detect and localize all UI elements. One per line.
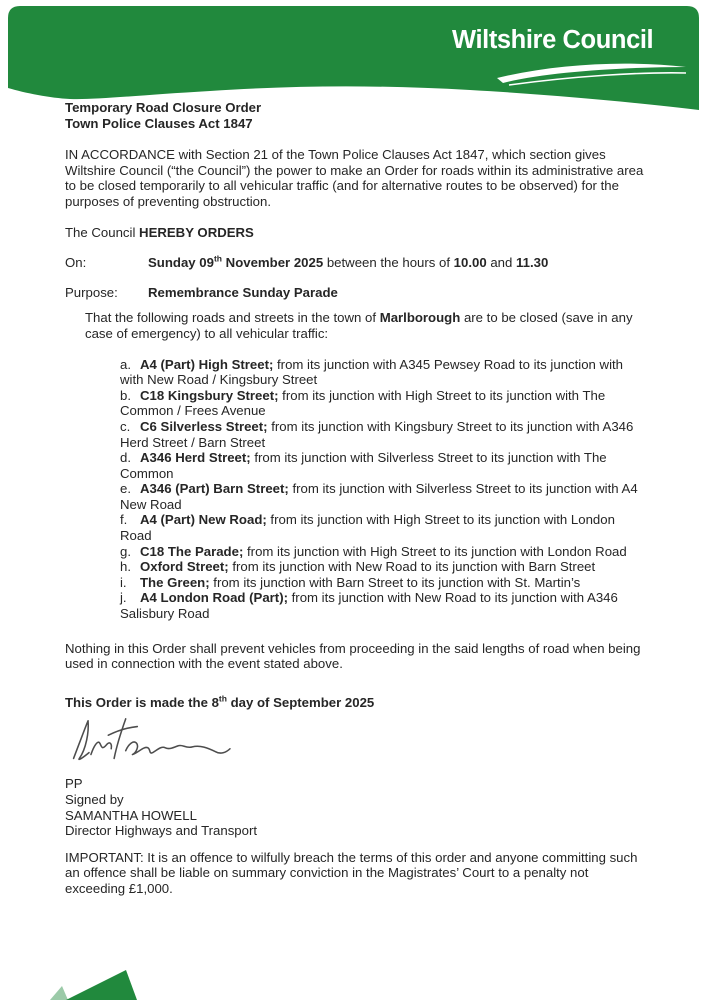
road-description: from its junction with New Road to its junction with Barn Street <box>228 559 596 575</box>
document-title-line2: Town Police Clauses Act 1847 <box>65 115 253 131</box>
road-list-item <box>120 575 644 591</box>
hereby-orders-bold: HEREBY ORDERS <box>139 224 254 240</box>
road-description: from its junction with A345 Pewsey Road to its junction with with New Road / Kingsbury Street <box>120 356 623 388</box>
signer-title: Director Highways and Transport <box>65 823 258 839</box>
on-row <box>65 255 652 271</box>
road-item-marker: h. <box>120 559 131 575</box>
road-description: from its junction with Kingsbury Street to its junction with A346 Herd Street / Barn Street <box>120 418 634 450</box>
road-item-marker: b. <box>120 387 131 403</box>
road-name: A4 London Road (Part); <box>140 590 288 606</box>
made-date-ordinal-suffix: th <box>218 693 227 704</box>
on-label: On: <box>65 255 87 271</box>
road-item-marker: d. <box>120 450 131 466</box>
corner-wedge-icon <box>0 966 150 1000</box>
road-description: from its junction with New Road to its junction with A346 Salisbury Road <box>120 590 618 622</box>
road-name: C18 The Parade; <box>140 543 244 559</box>
road-list-item <box>120 388 644 419</box>
closure-intro-paragraph: That the following roads and streets in the town of Marlborough are to be closed (save in any case of emergency) to all vehicular traffic: <box>85 310 633 341</box>
road-list-item <box>120 481 644 512</box>
road-name: C6 Silverless Street; <box>140 418 268 434</box>
road-item-marker: c. <box>120 418 131 434</box>
road-name: Oxford Street; <box>140 559 229 575</box>
town-name: Marlborough <box>379 310 461 326</box>
handwritten-signature-icon <box>67 714 252 770</box>
road-item-marker: i. <box>120 574 127 590</box>
road-list-item <box>120 419 644 450</box>
road-name: A4 (Part) High Street; <box>140 356 274 372</box>
signature-image <box>67 714 652 770</box>
road-name: A346 Herd Street; <box>140 450 251 466</box>
start-time: 10.00 <box>453 255 487 271</box>
important-paragraph: IMPORTANT: It is an offence to wilfully breach the terms of this order and anyone committing such an offence shall be liable on summary conviction in the Magistrates’ Court to a penalty not exceeding £1,000. <box>65 849 638 896</box>
road-description: from its junction with Silverless Street to its junction with The Common <box>120 450 607 481</box>
road-list-item <box>120 512 644 543</box>
order-made-line: This Order is made the 8th day of September 2025 <box>65 693 375 710</box>
date-ordinal-suffix: th <box>213 253 222 264</box>
road-item-marker: a. <box>120 356 131 372</box>
road-description: from its junction with High Street to its junction with London Road <box>120 512 615 544</box>
road-list-item <box>120 559 644 575</box>
council-logo: Wiltshire Council <box>452 26 654 54</box>
road-name: The Green; <box>140 574 210 590</box>
road-name: A4 (Part) New Road; <box>140 512 267 528</box>
signer-name: SAMANTHA HOWELL <box>65 807 197 823</box>
road-item-marker: e. <box>120 481 131 497</box>
road-list-item <box>120 450 644 481</box>
road-description: from its junction with Barn Street to its junction with St. Martin’s <box>209 574 581 590</box>
hereby-orders-line <box>65 225 651 241</box>
road-item-marker: j. <box>120 590 127 606</box>
road-description: from its junction with High Street to its junction with London Road <box>243 543 627 559</box>
document-title-line1: Temporary Road Closure Order <box>65 100 262 115</box>
road-description: from its junction with High Street to its junction with The Common / Frees Avenue <box>120 387 606 419</box>
hereby-orders-prefix: The Council <box>65 224 140 240</box>
road-list-item <box>120 590 644 621</box>
document-title <box>65 100 652 131</box>
road-name: A346 (Part) Barn Street; <box>140 481 289 497</box>
road-list-item <box>120 357 644 388</box>
signer-signed-by: Signed by <box>65 792 124 807</box>
on-value: Sunday 09th November 2025 between the hours of 10.00 and 11.30 <box>148 253 549 271</box>
signer-pp: PP <box>65 776 83 792</box>
road-description: from its junction with Silverless Street to its junction with A4 New Road <box>120 481 638 512</box>
roads-list <box>120 357 644 622</box>
nothing-prevents-paragraph: Nothing in this Order shall prevent vehicles from proceeding in the said lengths of road when being used in connection with the event stated above. <box>65 640 641 672</box>
purpose-label: Purpose: <box>65 284 118 300</box>
road-item-marker: g. <box>120 543 131 559</box>
signer-block <box>65 776 652 838</box>
road-item-marker: f. <box>120 512 128 528</box>
purpose-value: Remembrance Sunday Parade <box>148 284 338 300</box>
road-list-item <box>120 544 644 560</box>
end-time: 11.30 <box>516 255 549 271</box>
accordance-paragraph: IN ACCORDANCE with Section 21 of the Town Police Clauses Act 1847, which section gives Wiltshire Council (“the Council”) the power to make an Order for roads within its administrative area to be closed temporarily to all vehicular traffic (and for alternative routes to be observed) for the purposes of preventing obstruction. <box>65 147 644 209</box>
purpose-row <box>65 285 652 301</box>
road-name: C18 Kingsbury Street; <box>140 387 279 403</box>
